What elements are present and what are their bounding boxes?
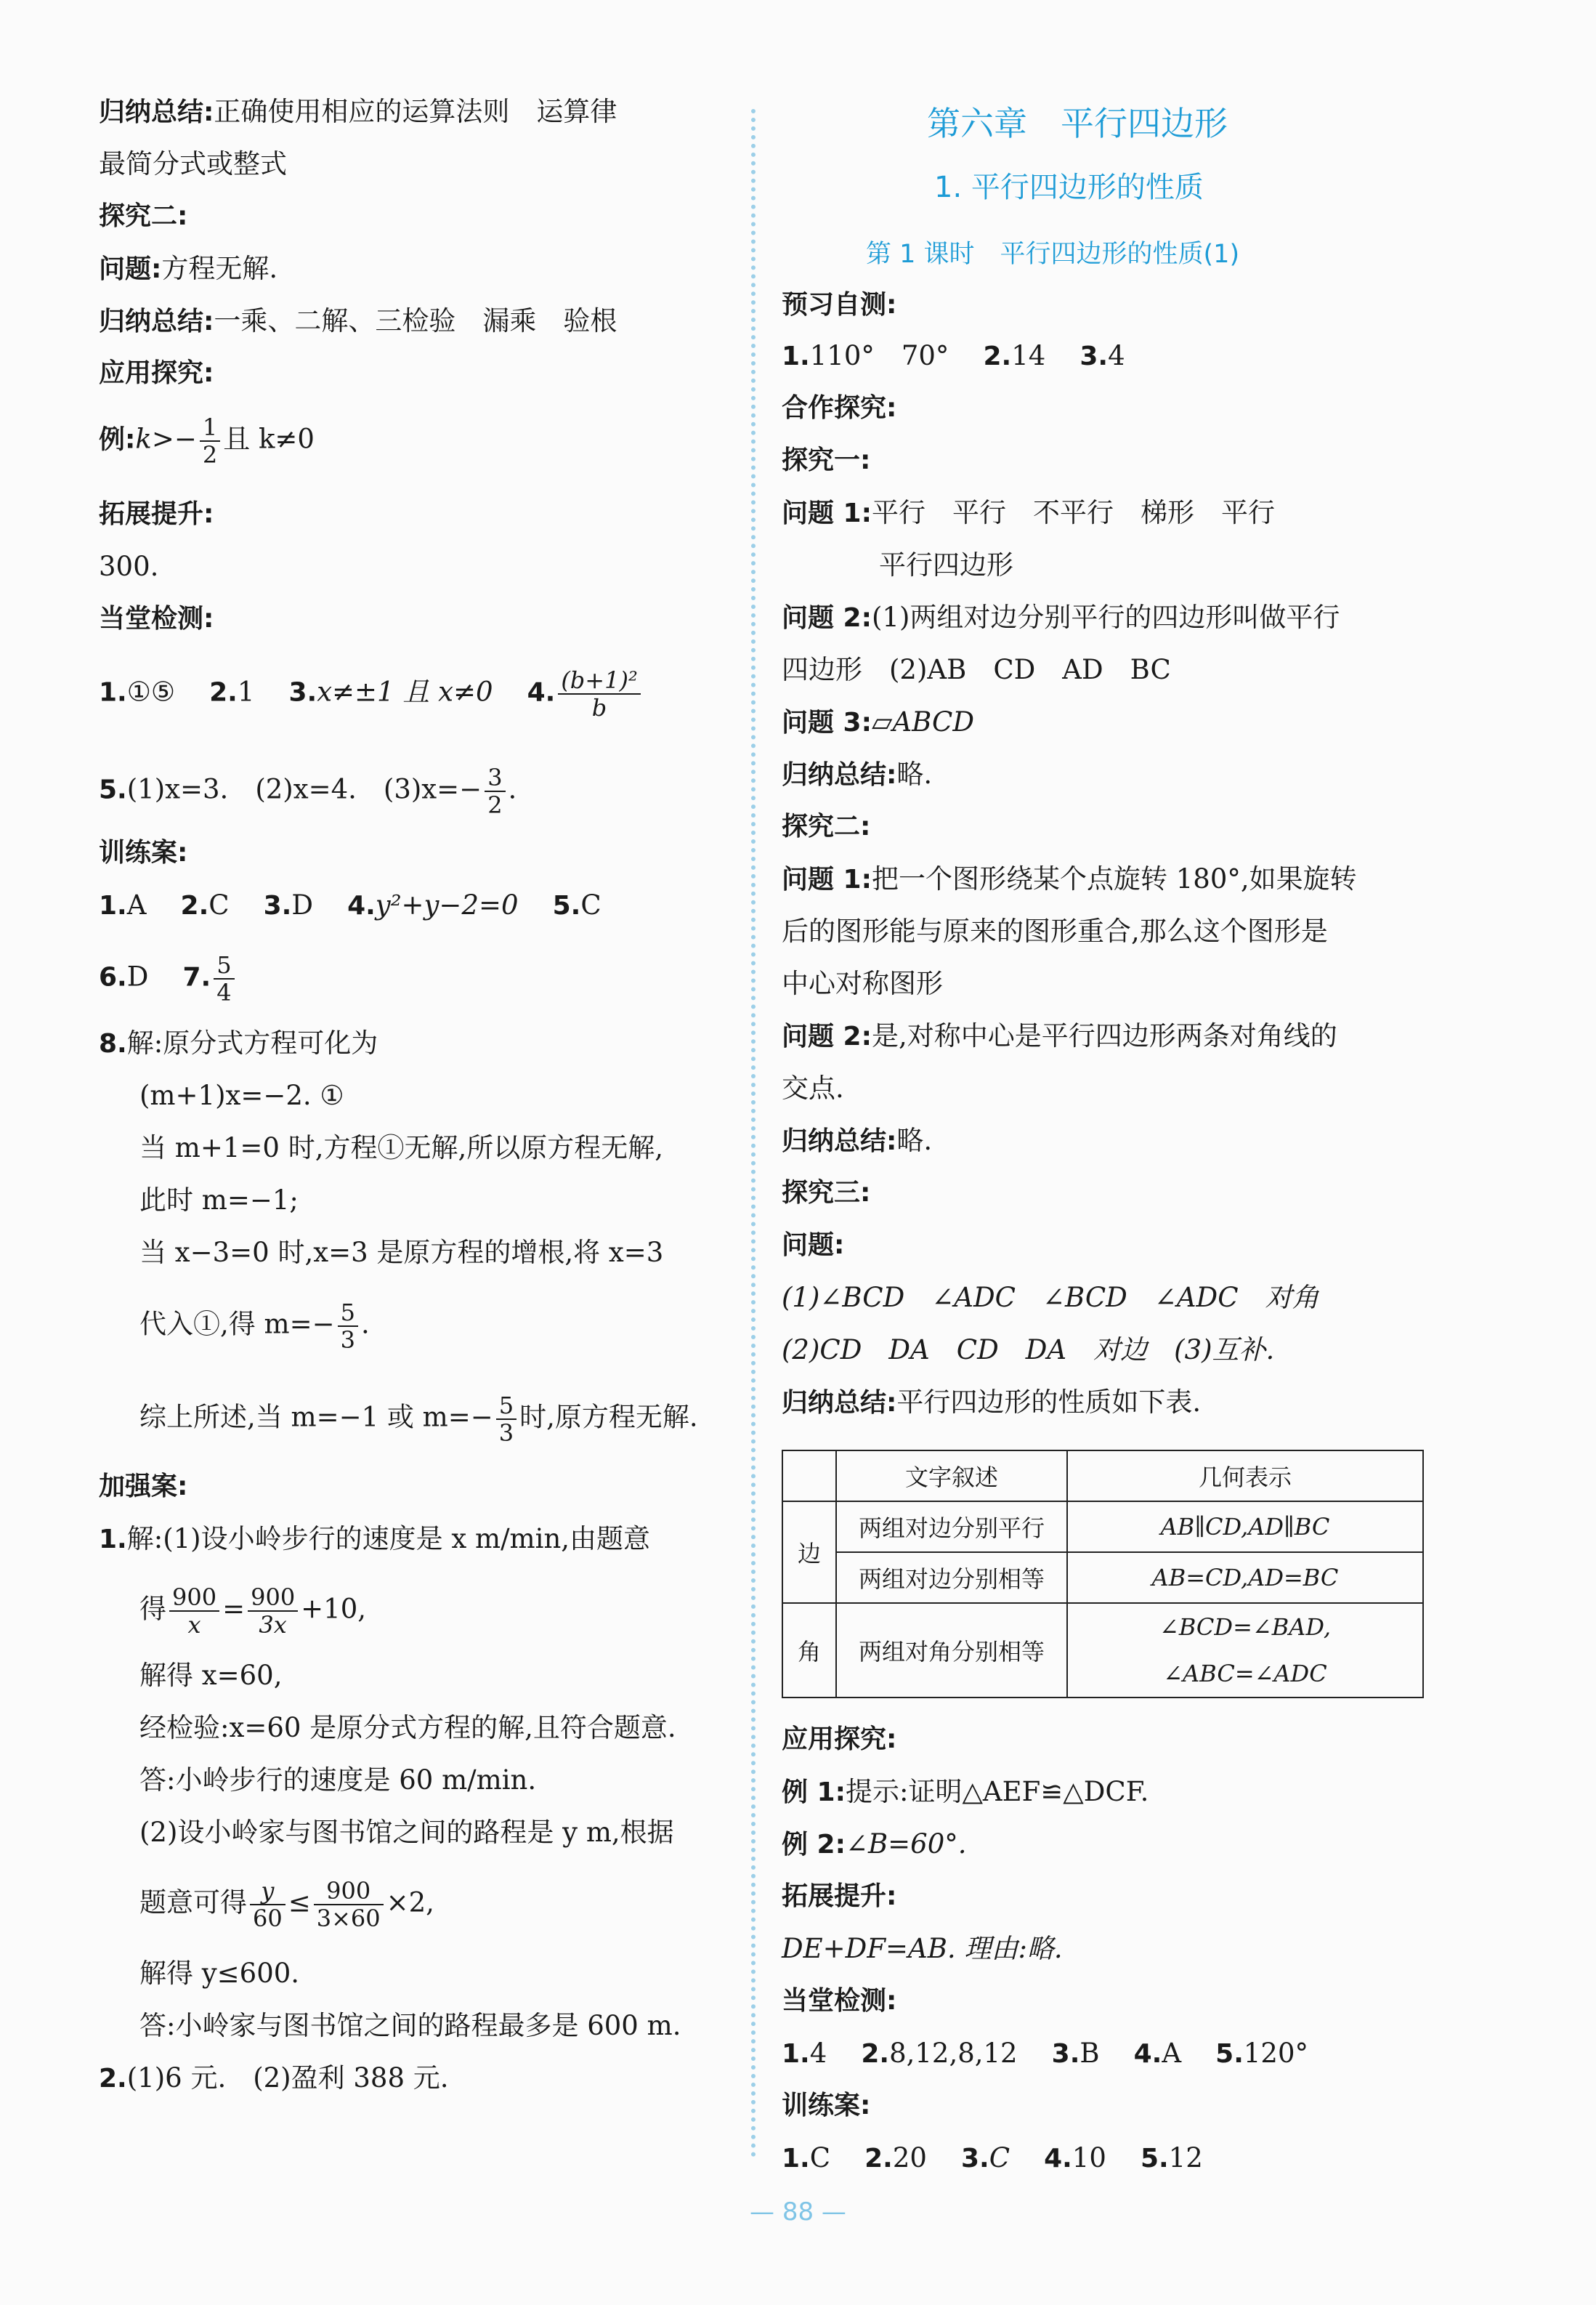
page-number: — 88 — xyxy=(750,2197,846,2227)
section-heading: 加强案: xyxy=(99,1472,188,1501)
question-line: 问题 1:平行 平行 不平行 梯形 平行 xyxy=(782,497,1275,528)
solution-line: 得 $\frac{900}{x}$ = $\frac{900}{3x}$ +10, xyxy=(139,1583,367,1639)
summary-line: 归纳总结:正确使用相应的运算法则 运算律 xyxy=(99,96,617,127)
answer-line: 1.C 2.20 3.C 4.10 5.12 xyxy=(782,2142,1203,2173)
table-cell: 两组对角分别相等 xyxy=(836,1603,1067,1698)
solution-line: 当 m+1=0 时,方程①无解,所以原方程无解, xyxy=(139,1132,663,1163)
answer-line: DE+DF=AB. 理由:略. xyxy=(782,1933,1063,1964)
answer-line: 6.D 7. $\frac{5}{4}$ xyxy=(99,952,238,1006)
fraction: $\frac{y}{60}$ xyxy=(250,1878,285,1931)
answer-line: 5.(1)x=3. (2)x=4. (3)x=− $\frac{3}{2}$ . xyxy=(99,764,517,819)
section-heading: 当堂检测: xyxy=(99,604,214,634)
answer-line: (1)∠BCD ∠ADC ∠BCD ∠ADC 对角 xyxy=(782,1282,1319,1313)
question-line: 问题 3:▱ABCD xyxy=(782,706,975,738)
section-heading: 探究二: xyxy=(782,812,871,841)
table-row xyxy=(782,1552,1423,1603)
example-line: 例 2:∠B=60°. xyxy=(782,1828,967,1860)
table-cell: AB=CD,AD=BC xyxy=(1067,1552,1423,1603)
chapter-title: 第六章 平行四边形 xyxy=(927,104,1228,143)
fraction: $\frac{5}{3}$ xyxy=(338,1299,358,1353)
question-line-cont: 交点. xyxy=(782,1073,844,1104)
section-heading: 应用探究: xyxy=(782,1724,897,1754)
fraction: $\frac{5}{4}$ xyxy=(214,952,234,1006)
fraction: $\frac{900}{3\times 60}$ xyxy=(314,1878,384,1931)
question-line: 问题 2:(1)两组对边分别平行的四边形叫做平行 xyxy=(782,602,1340,633)
question-line: 问题 2:是,对称中心是平行四边形两条对角线的 xyxy=(782,1020,1337,1051)
summary-line: 归纳总结:一乘、二解、三检验 漏乘 验根 xyxy=(99,305,617,336)
question-line-cont: 四边形 (2)AB CD AD BC xyxy=(782,654,1171,685)
summary-line: 归纳总结:略. xyxy=(782,1125,933,1156)
fraction: $\frac{5}{3}$ xyxy=(496,1392,517,1446)
table-header-cell: 几何表示 xyxy=(1067,1450,1423,1501)
table-group-cell: 边 xyxy=(782,1501,836,1603)
section-heading: 合作探究: xyxy=(782,393,897,423)
column-divider xyxy=(751,109,756,2158)
table-header-row xyxy=(782,1450,1423,1501)
solution-line: (m+1)x=−2. ① xyxy=(139,1080,344,1111)
summary-line: 归纳总结:平行四边形的性质如下表. xyxy=(782,1386,1202,1418)
section-title: 1. 平行四边形的性质 xyxy=(934,171,1204,204)
table-cell: 两组对边分别平行 xyxy=(836,1501,1067,1552)
section-heading: 预习自测: xyxy=(782,290,897,320)
section-heading: 训练案: xyxy=(99,838,188,868)
question-line-cont: 后的图形能与原来的图形重合,那么这个图形是 xyxy=(782,916,1328,947)
solution-line: (2)设小岭家与图书馆之间的路程是 y m,根据 xyxy=(139,1817,674,1848)
section-heading: 探究二: xyxy=(99,201,188,231)
example-line: 例:k>− $\frac{1}{2}$ 且 k≠0 xyxy=(99,413,315,469)
question-line-cont: 中心对称图形 xyxy=(782,968,943,999)
answer-line: 1.4 2.8,12,8,12 3.B 4.A 5.120° xyxy=(782,2038,1308,2069)
table-cell: ∠BCD=∠BAD, ∠ABC=∠ADC xyxy=(1067,1603,1423,1698)
solution-line: 代入①,得 m=− $\frac{5}{3}$ . xyxy=(139,1299,370,1354)
section-heading: 训练案: xyxy=(782,2091,871,2120)
solution-line: 答:小岭步行的速度是 60 m/min. xyxy=(139,1764,537,1796)
table-group-cell: 角 xyxy=(782,1603,836,1698)
table-cell: AB∥CD,AD∥BC xyxy=(1067,1501,1423,1552)
solution-line: 2.(1)6 元. (2)盈利 388 元. xyxy=(99,2062,449,2094)
section-heading: 拓展提升: xyxy=(782,1881,897,1911)
table-row xyxy=(782,1501,1423,1552)
section-heading: 问题: xyxy=(782,1230,845,1260)
answer-line: 1.110° 70° 2.14 3.4 xyxy=(782,340,1125,371)
table-header-cell: 文字叙述 xyxy=(836,1450,1067,1501)
fraction: $\frac{3}{2}$ xyxy=(485,764,505,818)
solution-line: 解得 y≤600. xyxy=(139,1958,300,1989)
table-row xyxy=(782,1603,1423,1698)
fraction: $\frac{900}{x}$ xyxy=(169,1584,219,1638)
summary-line: 归纳总结:略. xyxy=(782,759,933,790)
answer-line: 1.①⑤ 2.1 3.x≠±1 且 x≠0 4. $\frac{\text{(b+1)²}}{b}$ xyxy=(99,667,644,721)
answer-line: 300. xyxy=(99,551,159,582)
properties-table xyxy=(782,1450,1424,1698)
solution-line: 综上所述,当 m=−1 或 m=− $\frac{5}{3}$ 时,原方程无解. xyxy=(139,1392,698,1447)
table-corner-cell xyxy=(782,1450,836,1501)
section-heading: 探究三: xyxy=(782,1178,871,1208)
solution-line: 8.解:原分式方程可化为 xyxy=(99,1028,378,1059)
lesson-title: 第 1 课时 平行四边形的性质(1) xyxy=(866,240,1240,269)
example-line: 例 1:提示:证明△AEF≌△DCF. xyxy=(782,1776,1149,1807)
solution-line: 此时 m=−1; xyxy=(139,1184,299,1216)
solution-line: 题意可得 $\frac{y}{60}$ ≤ $\frac{900}{3\times 60}$ ×2, xyxy=(139,1877,434,1932)
solution-line: 答:小岭家与图书馆之间的路程最多是 600 m. xyxy=(139,2010,681,2041)
question-line: 问题:方程无解. xyxy=(99,253,278,284)
summary-line-cont: 最简分式或整式 xyxy=(99,148,287,179)
solution-line: 当 x−3=0 时,x=3 是原方程的增根,将 x=3 xyxy=(139,1237,664,1268)
solution-line: 解得 x=60, xyxy=(139,1660,283,1691)
fraction: $\frac{\text{(b+1)²}}{b}$ xyxy=(558,667,640,721)
section-heading: 探究一: xyxy=(782,445,871,475)
solution-line: 经检验:x=60 是原分式方程的解,且符合题意. xyxy=(139,1712,676,1743)
question-line-cont: 平行四边形 xyxy=(879,549,1013,581)
section-heading: 应用探究: xyxy=(99,358,214,388)
table-cell: 两组对边分别相等 xyxy=(836,1552,1067,1603)
fraction: $\frac{900}{3x}$ xyxy=(248,1584,298,1638)
section-heading: 拓展提升: xyxy=(99,499,214,529)
question-line: 问题 1:把一个图形绕某个点旋转 180°,如果旋转 xyxy=(782,863,1357,895)
fraction: $\frac{1}{2}$ xyxy=(200,414,220,468)
answer-line: 1.A 2.C 3.D 4.y²+y−2=0 5.C xyxy=(99,889,601,921)
section-heading: 当堂检测: xyxy=(782,1986,897,2016)
answer-line: (2)CD DA CD DA 对边 (3)互补. xyxy=(782,1334,1275,1365)
solution-line: 1.解:(1)设小岭步行的速度是 x m/min,由题意 xyxy=(99,1523,651,1554)
